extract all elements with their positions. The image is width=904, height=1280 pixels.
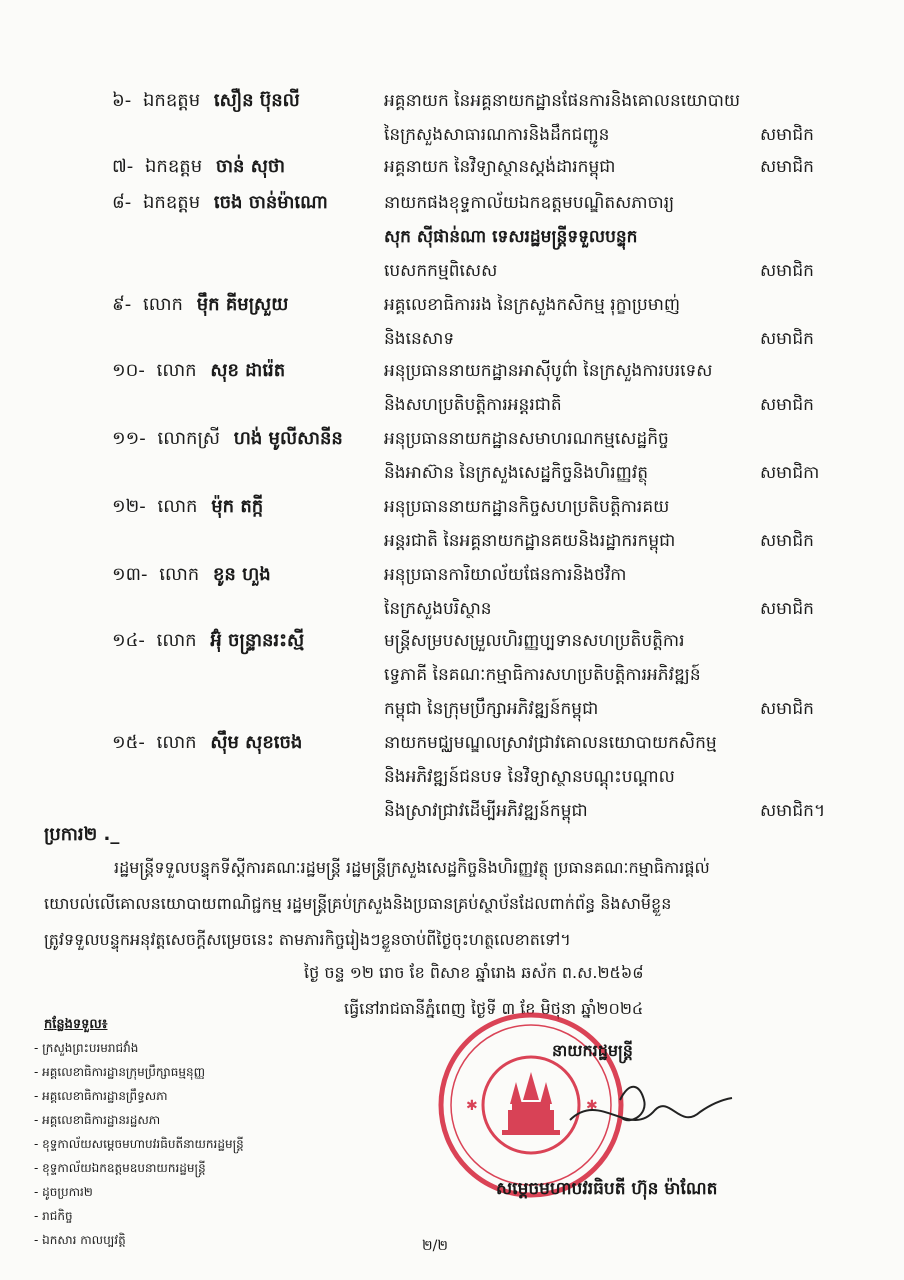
member-number: ១១- — [112, 428, 146, 449]
date-lunar: ថ្ងៃ ចន្ទ ១២ រោច ខែ ពិសាខ ឆ្នាំរោង ឆស័ក ព.ស.២៥៦៨ — [304, 963, 644, 982]
member-role: សមាជិក — [760, 699, 814, 719]
member-title: លោក — [156, 630, 197, 651]
member-role: សមាជិក — [760, 599, 814, 619]
member-position-line: និងសហប្រតិបត្តិការអន្តរជាតិ — [384, 395, 562, 415]
member-title: ឯកឧត្តម — [142, 90, 201, 111]
member-number: ១២- — [112, 496, 146, 517]
signer-title: នាយករដ្ឋមន្ត្រី — [552, 1041, 633, 1060]
recipient-item: - រាជកិច្ច — [34, 1209, 73, 1223]
member-name: ស៊ឹម សុខចេង — [210, 732, 303, 753]
recipient-item: - អគ្គលេខាធិការដ្ឋានក្រុមប្រឹក្សាធម្មនុញ្ញ — [34, 1065, 206, 1079]
member-position-line: និងអភិវឌ្ឍន៍ជនបទ នៃវិទ្យាស្ថានបណ្តុះបណ្តាល — [384, 767, 675, 787]
date-solar: ធ្វើនៅរាជធានីភ្នំពេញ ថ្ងៃទី ៣ ខែ មិថុនា ឆ្នាំ២០២៤ — [344, 999, 644, 1018]
article-body — [44, 850, 870, 958]
member-role: សមាជិក។ — [760, 801, 826, 821]
member-name: ខូន ហួង — [212, 564, 271, 585]
member-number: ១៥- — [112, 732, 145, 753]
member-position-line: អនុប្រធានការិយាល័យផែនការនិងថវិកា — [384, 565, 627, 585]
member-name: អ៊ុំ ចន្ទ្រានរះស្មី — [210, 630, 305, 651]
member-position-line: អគ្គនាយក នៃវិទ្យាស្ថានស្តង់ដារកម្ពុជា — [384, 157, 616, 177]
member-title: លោក — [156, 360, 197, 381]
member-role: សមាជិក — [760, 261, 814, 281]
member-position-line: នាយកមជ្ឈមណ្ឌលស្រាវជ្រាវគោលនយោបាយកសិកម្ម — [384, 733, 717, 753]
member-title: លោក — [156, 732, 197, 753]
member-number: ៦- — [112, 90, 132, 111]
member-position-line: អគ្គនាយក នៃអគ្គនាយកដ្ឋានផែនការនិងគោលនយោបាយ — [384, 91, 741, 111]
member-position-line: អគ្គលេខាធិការរង នៃក្រសួងកសិកម្ម រុក្ខាប្រមាញ់ — [384, 295, 681, 315]
recipient-item: - អគ្គលេខាធិការដ្ឋានព្រឹទ្ធសភា — [34, 1089, 168, 1103]
member-number: ៨- — [112, 192, 132, 213]
member-title: ឯកឧត្តម — [145, 156, 203, 177]
member-name: ហង់ មូលីសានីន — [233, 428, 343, 449]
member-position-line: អន្តរជាតិ នៃអគ្គនាយកដ្ឋានគយនិងរដ្ឋាករកម្ពុជា — [384, 531, 676, 551]
member-title: លោកស្រី — [157, 428, 220, 449]
member-title: លោក — [157, 496, 198, 517]
member-position-line: នៃក្រសួងសាធារណការនិងដឹកជញ្ជូន — [384, 125, 610, 145]
member-role: សមាជិក — [760, 125, 814, 145]
signer-name: សម្តេចមហាបវរធិបតី ហ៊ុន ម៉ាណែត — [496, 1179, 718, 1199]
member-position-line: បេសកកម្មពិសេស — [384, 261, 498, 281]
handwritten-signature — [560, 1070, 740, 1150]
recipient-item: - ខុទ្ទកាល័យសម្តេចមហាបវរធិបតីនាយករដ្ឋមន្ត្រី — [34, 1137, 244, 1151]
svg-text:✱: ✱ — [586, 1098, 598, 1114]
member-number: ៩- — [112, 294, 132, 315]
member-role: សមាជិក — [760, 329, 814, 349]
member-number: ៧- — [112, 156, 134, 177]
member-title: លោក — [159, 564, 200, 585]
member-title: ឯកឧត្តម — [142, 192, 201, 213]
member-name: ចាន់ សុថា — [215, 156, 285, 177]
member-role: សមាជិក — [760, 157, 814, 177]
member-position-line: ទ្វេភាគី នៃគណៈកម្មាធិការសហប្រតិបត្តិការអភិវឌ្ឍន៍ — [384, 665, 701, 685]
article-line: ត្រូវទទួលបន្ទុកអនុវត្តសេចក្តីសម្រេចនេះ តាមភារកិច្ចរៀងៗខ្លួនចាប់ពីថ្ងៃចុះហត្ថលេខាតទៅ។ — [44, 930, 571, 949]
member-name: ចេង ចាន់ម៉ាណោ — [213, 192, 328, 213]
recipient-item: - អគ្គលេខាធិការដ្ឋានរដ្ឋសភា — [34, 1113, 161, 1127]
member-title: លោក — [142, 294, 183, 315]
member-number: ១៣- — [112, 564, 148, 585]
member-name: សុខ ដារ៉េត — [210, 360, 286, 381]
recipient-item: - ឯកសារ កាលប្បវត្តិ — [34, 1233, 126, 1247]
member-position-line: សុក ស៊ីផាន់ណា ទេសរដ្ឋមន្ត្រីទទួលបន្ទុក — [384, 227, 638, 247]
member-position-line: អនុប្រធាននាយកដ្ឋានកិច្ចសហប្រតិបត្តិការគយ — [384, 497, 670, 517]
member-position-line: អនុប្រធាននាយកដ្ឋានសមាហរណកម្មសេដ្ឋកិច្ច — [384, 429, 669, 449]
member-name: សឿន ប៊ុនលី — [213, 90, 300, 111]
member-number: ១០- — [112, 360, 145, 381]
article-heading: ប្រការ២ ._ — [44, 824, 120, 845]
member-position-line: អនុប្រធាននាយកដ្ឋានអាស៊ីបូព៌ា នៃក្រសួងការបរទេស — [384, 361, 713, 381]
recipient-item: - ខុទ្ទកាល័យឯកឧត្តមឧបនាយករដ្ឋមន្ត្រី — [34, 1161, 206, 1175]
member-position-line: មន្ត្រីសម្របសម្រួលហិរញ្ញប្បទានសហប្រតិបត្តិការ — [384, 631, 685, 651]
article-line: យោបល់លើគោលនយោបាយពាណិជ្ជកម្ម រដ្ឋមន្ត្រីគ្រប់ក្រសួងនិងប្រធានគ្រប់ស្ថាប័នដែលពាក់ព័ន្ធ និងសាមីខ្លួន — [44, 894, 672, 913]
member-name: ម៉ឹក គីមស្រួយ — [196, 294, 289, 315]
recipient-item: - ដូចប្រការ២ — [34, 1185, 93, 1199]
svg-text:✱: ✱ — [466, 1098, 478, 1114]
member-position-line: និងនេសាទ — [384, 329, 455, 349]
article-line: រដ្ឋមន្ត្រីទទួលបន្ទុកទីស្តីការគណៈរដ្ឋមន្ត្រី រដ្ឋមន្ត្រីក្រសួងសេដ្ឋកិច្ចនិងហិរញ្ញវត្ថុ ប្រធានគណៈកម្មាធិការផ្តល់ — [114, 858, 710, 877]
member-role: សមាជិក — [760, 531, 814, 551]
recipients-title: កន្លែងទទួល៖ — [44, 1017, 108, 1032]
member-role: សមាជិកា — [760, 463, 820, 483]
member-number: ១៤- — [112, 630, 145, 651]
member-position-line: នាយកផងខុទ្ទកាល័យឯកឧត្តមបណ្ឌិតសភាចារ្យ — [384, 193, 675, 213]
member-position-line: និងអាស៊ាន នៃក្រសួងសេដ្ឋកិច្ចនិងហិរញ្ញវត្ថុ — [384, 463, 649, 483]
member-role: សមាជិក — [760, 395, 814, 415]
member-position-line: និងស្រាវជ្រាវដើម្បីអភិវឌ្ឍន៍កម្ពុជា — [384, 801, 588, 821]
member-name: ម៉ុក តក្កី — [211, 496, 264, 517]
page-number: ២/២ — [422, 1238, 448, 1254]
member-position-line: កម្ពុជា នៃក្រុមប្រឹក្សាអភិវឌ្ឍន៍កម្ពុជា — [384, 699, 599, 719]
recipient-item: - ក្រសួងព្រះបរមរាជវាំង — [34, 1041, 139, 1055]
member-position-line: នៃក្រសួងបរិស្ថាន — [384, 599, 492, 619]
